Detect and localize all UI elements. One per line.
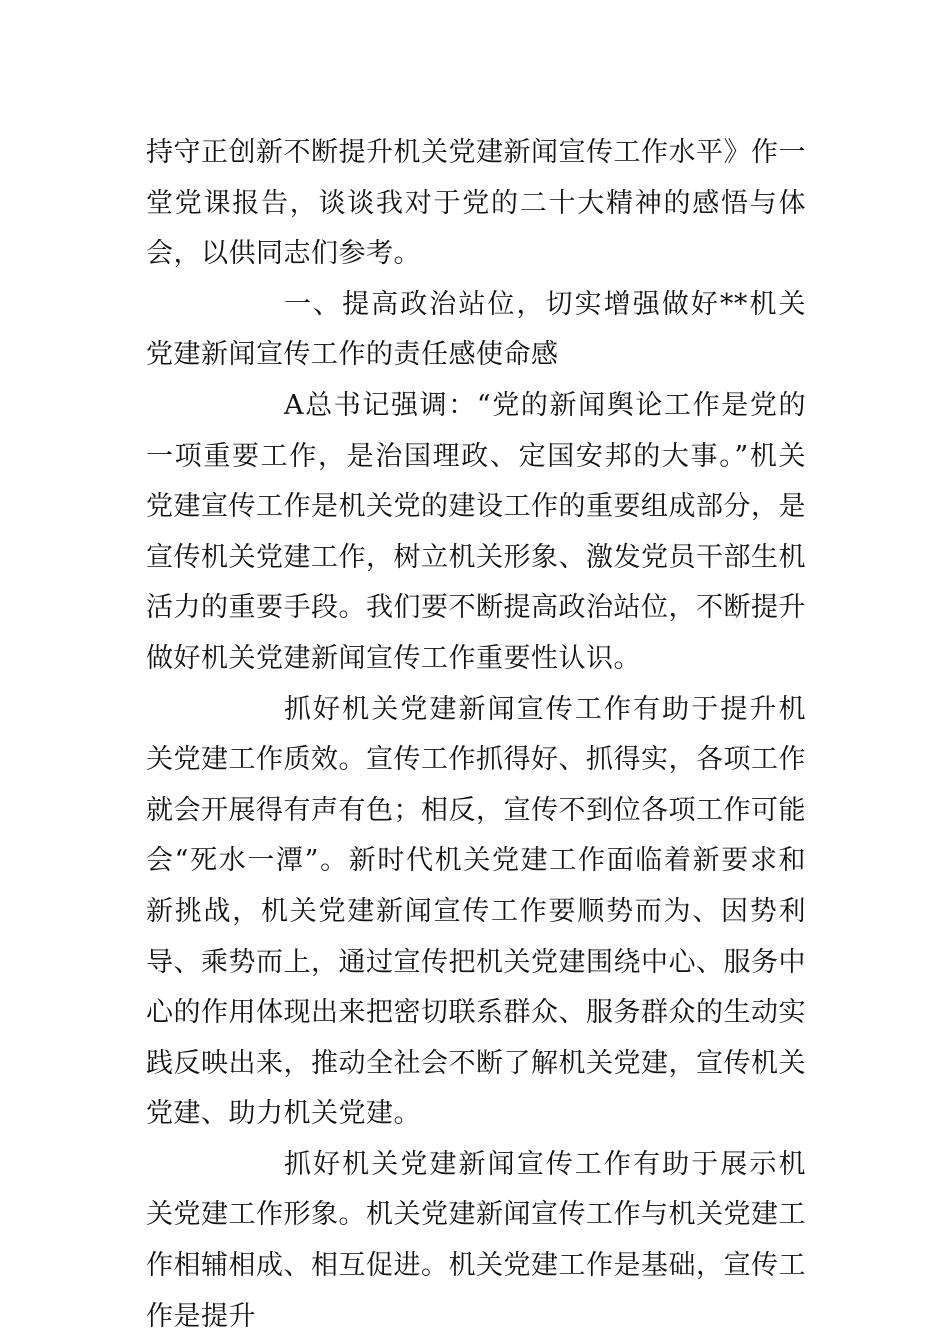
paragraph-image: 抓好机关党建新闻宣传工作有助于展示机关党建工作形象。机关党建新闻宣传工作与机关党建工作相辅相成、相互促进。机关党建工作是基础，宣传工作是提升	[146, 1148, 806, 1332]
document-body	[146, 128, 806, 1342]
paragraph-quote: A总书记强调：“党的新闻舆论工作是党的一项重要工作，是治国理政、定国安邦的大事。”机关党建宣传工作是机关党的建设工作的重要组成部分，是宣传机关党建工作，树立机关形象、激发党员干部生机活力的重要手段。我们要不断提高政治站位，不断提升做好机关党建新闻宣传工作重要性认识。	[146, 389, 806, 674]
paragraph-intro-continuation: 持守正创新不断提升机关党建新闻宣传工作水平》作一堂党课报告，谈谈我对于党的二十大精神的感悟与体会，以供同志们参考。	[146, 137, 806, 270]
paragraph-quality: 抓好机关党建新闻宣传工作有助于提升机关党建工作质效。宣传工作抓得好、抓得实，各项工作就会开展得有声有色；相反，宣传不到位各项工作可能会“死水一潭”。新时代机关党建工作面临着新要求和新挑战，机关党建新闻宣传工作要顺势而为、因势利导、乘势而上，通过宣传把机关党建围绕中心、服务中心的作用体现出来把密切联系群众、服务群众的生动实践反映出来，推动全社会不断了解机关党建，宣传机关党建、助力机关党建。	[146, 693, 806, 1130]
section-heading-1: 一、提高政治站位，切实增强做好**机关党建新闻宣传工作的责任感使命感	[146, 288, 806, 371]
